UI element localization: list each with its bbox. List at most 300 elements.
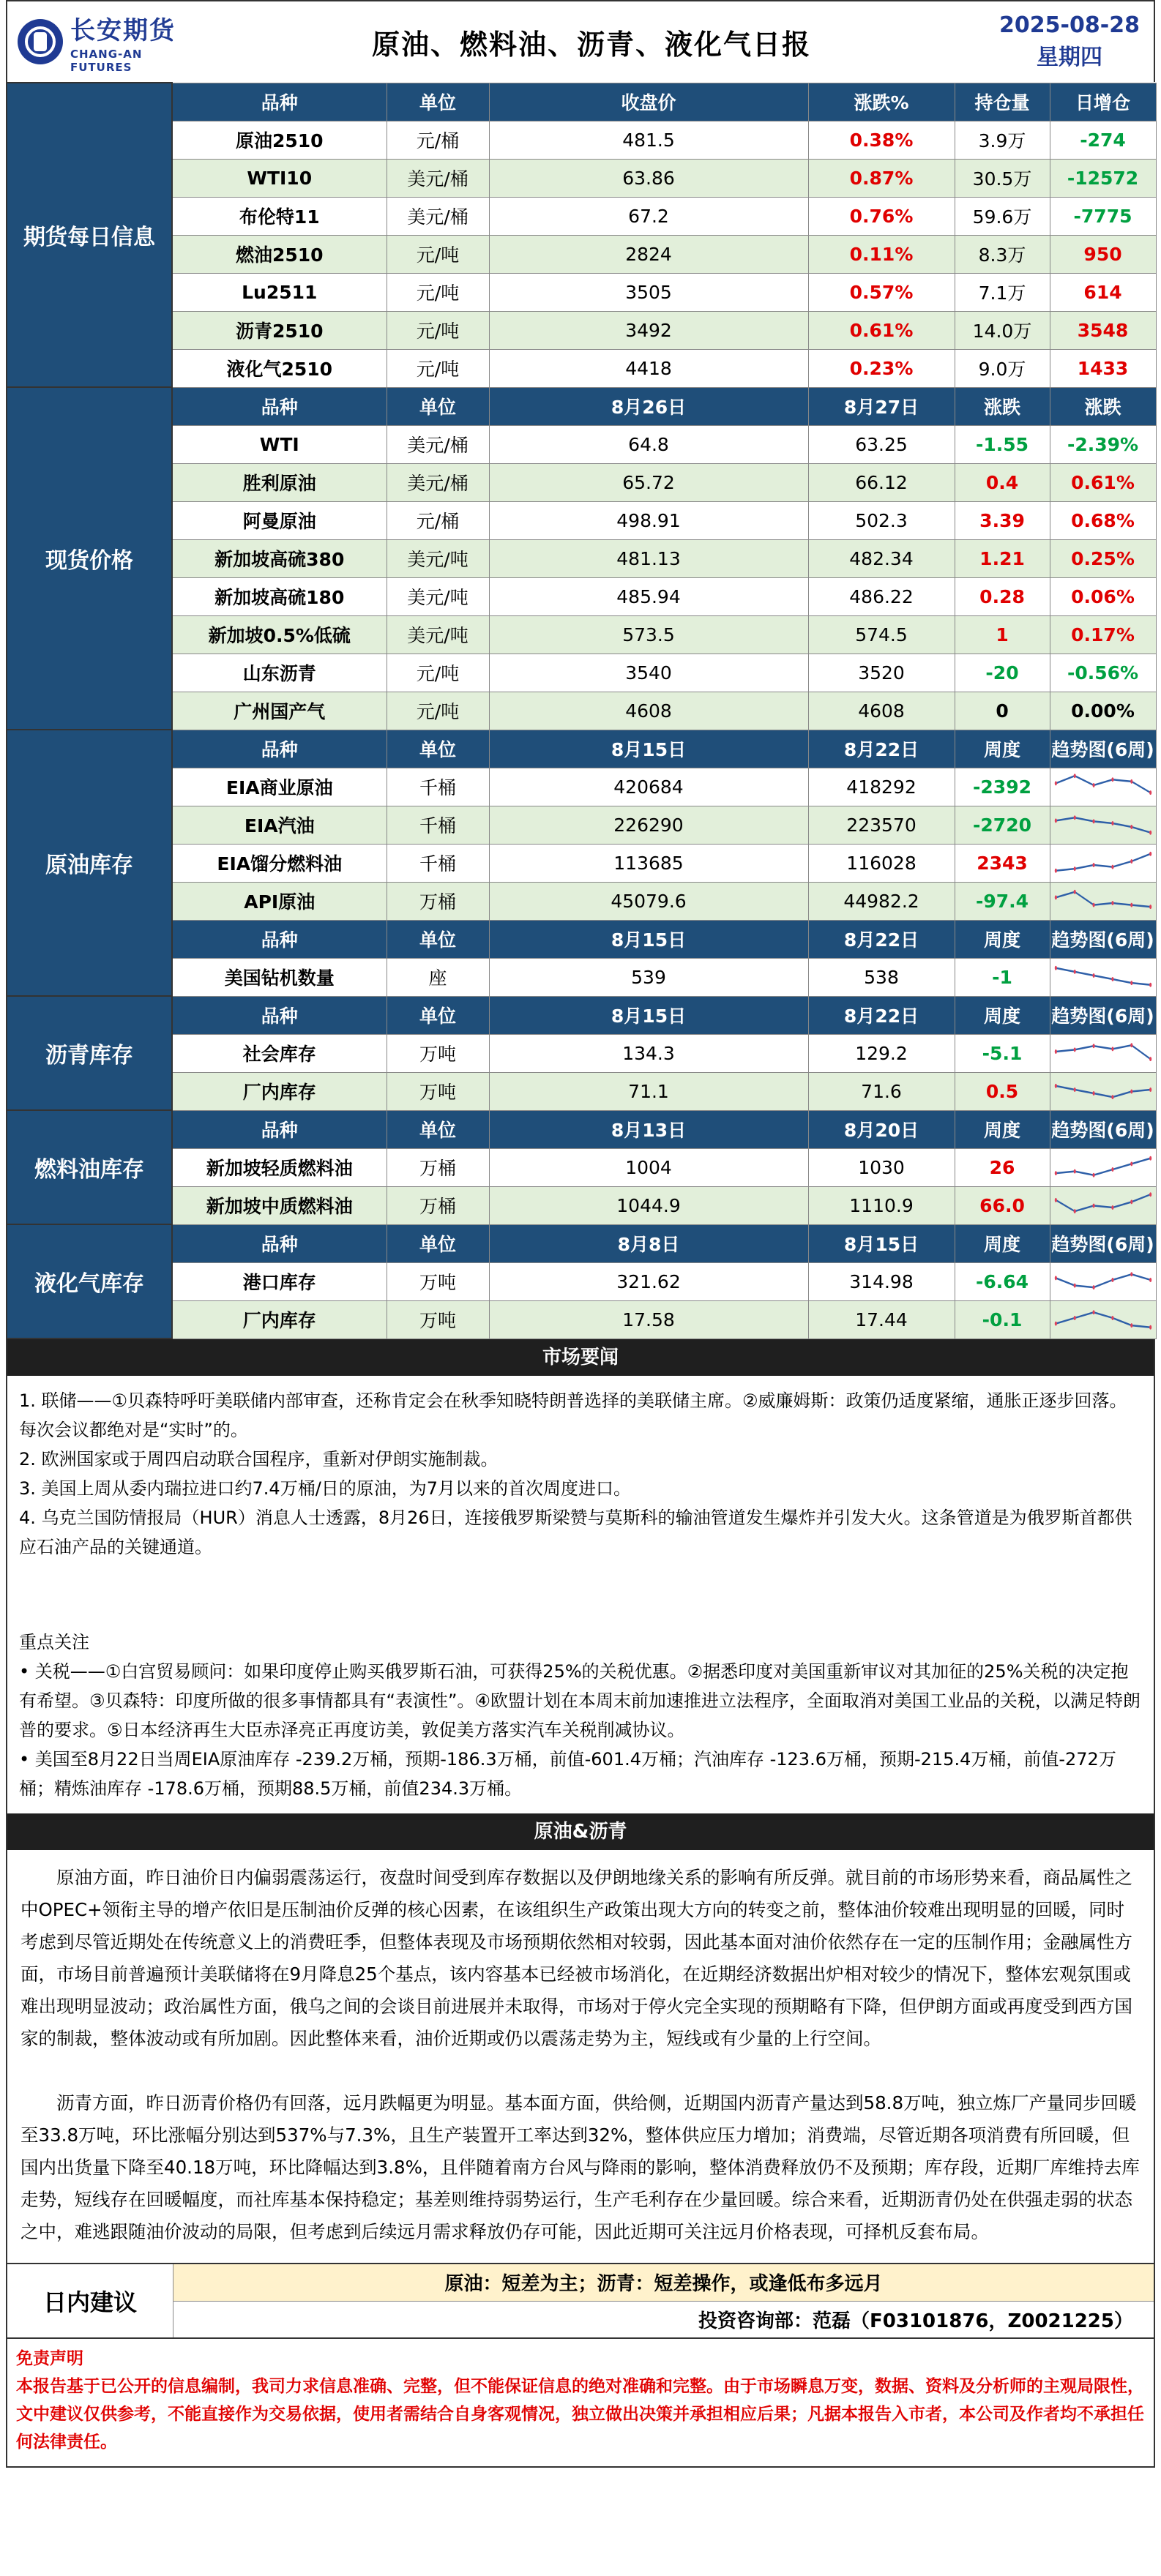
trend-point	[1054, 818, 1056, 823]
instrument-name: 新加坡轻质燃料油	[172, 1148, 387, 1186]
unit: 元/吨	[387, 349, 489, 387]
inventory-prev: 1004	[489, 1148, 808, 1186]
oi-change: 1433	[1050, 349, 1156, 387]
column-header: 涨跌%	[808, 83, 955, 121]
instrument-name: 山东沥青	[172, 654, 387, 692]
unit: 元/吨	[387, 692, 489, 730]
unit: 万吨	[387, 1072, 489, 1110]
column-header: 8月8日	[489, 1224, 808, 1262]
section-label: 期货每日信息	[7, 83, 172, 387]
price-day1: 3540	[489, 654, 808, 692]
column-header: 8月22日	[808, 730, 955, 768]
trend-point	[1073, 1169, 1075, 1173]
change-pct: 0.23%	[808, 349, 955, 387]
price-day1: 573.5	[489, 615, 808, 654]
price-day1: 485.94	[489, 577, 808, 615]
instrument-name: 燃油2510	[172, 235, 387, 273]
trend-point	[1149, 1087, 1151, 1091]
trend-point	[1130, 1089, 1132, 1093]
table-row	[7, 349, 1156, 387]
instrument-name: 沥青2510	[172, 311, 387, 349]
column-header: 8月22日	[808, 996, 955, 1034]
column-header: 单位	[387, 920, 489, 958]
trend-sparkline	[1050, 806, 1156, 844]
unit: 千桶	[387, 768, 489, 806]
table-row	[7, 882, 1156, 920]
inventory-curr: 418292	[808, 768, 955, 806]
change-pct: 0.38%	[808, 121, 955, 159]
report-date: 2025-08-28	[999, 12, 1140, 38]
column-header: 单位	[387, 730, 489, 768]
column-header: 8月20日	[808, 1110, 955, 1148]
table-row	[7, 235, 1156, 273]
instrument-name: WTI	[172, 425, 387, 463]
column-header: 8月15日	[489, 920, 808, 958]
trend-point	[1092, 1044, 1094, 1048]
unit: 美元/桶	[387, 197, 489, 235]
weekly-change: -2720	[955, 806, 1050, 844]
close-price: 481.5	[489, 121, 808, 159]
instrument-name: EIA馏分燃料油	[172, 844, 387, 882]
table-row	[7, 1186, 1156, 1224]
trend-point	[1073, 1087, 1075, 1091]
open-interest: 14.0万	[955, 311, 1050, 349]
unit: 元/桶	[387, 501, 489, 539]
price-day2: 4608	[808, 692, 955, 730]
table-row	[7, 1300, 1156, 1338]
disclaimer-text: 本报告基于已公开的信息编制，我司力求信息准确、完整，但不能保证信息的绝对准确和完整。由于市场瞬息万变，数据、资料及分析师的主观局限性，文中建议仅供参考，不能直接作为交易依据，使用者需结合自身客观情况，独立做出决策并承担相应后果；凡据本报告入市者，本公司及作者均不承担任何法律责任。	[16, 2377, 1144, 2452]
trend-sparkline	[1050, 844, 1156, 882]
analysis-asphalt-paragraph: 沥青方面，昨日沥青价格仍有回落，远月跌幅更为明显。基本面方面，供给侧，近期国内沥青产量达到58.8万吨，独立炼厂产量同步回暖至33.8万吨，环比涨幅分别达到537%与7.3%，且生产装置开工率达到32%，整体供应压力增加；消费端，尽管近期各项消费有所回暖，但国内出货量下降至40.18万吨，环比降幅达到3.8%，且伴随着南方台风与降雨的影响，整体消费释放仍不及预期；库存段，近期厂库维持去库走势，短线存在回暖幅度，而社库基本保持稳定；基差则维持弱势运行，生产毛利存在少量回暖。综合来看，近期沥青仍处在供强走弱的状态之中，难逃跟随油价波动的局限，但考虑到后续远月需求释放仍存可能，因此近期可关注远月价格表现，可择机反套布局。	[20, 2092, 1140, 2242]
trend-point	[1054, 1321, 1056, 1325]
column-header: 单位	[387, 387, 489, 425]
trend-point	[1073, 774, 1075, 778]
weekly-change: -2392	[955, 768, 1050, 806]
column-header: 单位	[387, 1110, 489, 1148]
trend-point	[1092, 1172, 1094, 1177]
trend-point	[1149, 1156, 1151, 1160]
table-row	[7, 539, 1156, 577]
table-row	[7, 844, 1156, 882]
trend-point	[1092, 902, 1094, 907]
open-interest: 9.0万	[955, 349, 1050, 387]
instrument-name: 布伦特11	[172, 197, 387, 235]
instrument-name: 新加坡中质燃料油	[172, 1186, 387, 1224]
inventory-prev: 71.1	[489, 1072, 808, 1110]
news-item: 3. 美国上周从委内瑞拉进口约7.4万桶/日的原油，为7月以来的首次周度进口。	[19, 1478, 632, 1499]
column-header: 8月15日	[489, 730, 808, 768]
column-header: 涨跌	[955, 387, 1050, 425]
oi-change: -274	[1050, 121, 1156, 159]
column-header: 收盘价	[489, 83, 808, 121]
table-header-row	[7, 1110, 1156, 1148]
trend-point	[1073, 1209, 1075, 1213]
news-item: 4. 乌克兰国防情报局（HUR）消息人士透露，8月26日，连接俄罗斯梁赞与莫斯科的输油管道发生爆炸并引发大火。这条管道是为俄罗斯首都供应石油产品的关键通道。	[19, 1508, 1132, 1557]
column-header: 日增仓	[1050, 83, 1156, 121]
trend-point	[1054, 1276, 1056, 1280]
column-header: 8月26日	[489, 387, 808, 425]
unit: 元/吨	[387, 273, 489, 311]
price-day2: 574.5	[808, 615, 955, 654]
trend-point	[1149, 1325, 1151, 1329]
data-tables	[6, 82, 1157, 1339]
column-header: 趋势图(6周)	[1050, 1224, 1156, 1262]
inventory-curr: 1030	[808, 1148, 955, 1186]
unit: 万吨	[387, 1300, 489, 1338]
instrument-name: Lu2511	[172, 273, 387, 311]
logo-name-en: CHANG-AN FUTURES	[70, 47, 143, 74]
report-date-box	[985, 10, 1154, 74]
inventory-curr: 223570	[808, 806, 955, 844]
unit: 千桶	[387, 844, 489, 882]
advice-label: 日内建议	[7, 2264, 173, 2337]
focus-item: • 关税——①白宫贸易顾问：如果印度停止购买俄罗斯石油，可获得25%的关税优惠。②据悉印度对美国重新审议对其加征的25%关税的决定抱有希望。③贝森特：印度所做的很多事情都具有“表演性”。④欧盟计划在本周末前加速推进立法程序，全面取消对美国工业品的关税，以满足特朗普的要求。⑤日本经济再生大臣赤泽亮正再度访美，敦促美方落实汽车关税削减协议。	[19, 1661, 1141, 1740]
trend-point	[1111, 1315, 1113, 1319]
instrument-name: WTI10	[172, 159, 387, 197]
trend-point	[1111, 1205, 1113, 1210]
inventory-prev: 113685	[489, 844, 808, 882]
table-row	[7, 311, 1156, 349]
price-change-pct: -0.56%	[1050, 654, 1156, 692]
trend-line	[1056, 1194, 1150, 1211]
trend-point	[1149, 790, 1151, 795]
column-header: 周度	[955, 730, 1050, 768]
trend-sparkline	[1050, 768, 1156, 806]
oi-change: 950	[1050, 235, 1156, 273]
weekly-change: -97.4	[955, 882, 1050, 920]
unit: 元/吨	[387, 311, 489, 349]
analysis-body	[6, 1850, 1155, 2263]
column-header: 周度	[955, 920, 1050, 958]
price-change: -1.55	[955, 425, 1050, 463]
price-day2: 486.22	[808, 577, 955, 615]
trend-point	[1130, 1323, 1132, 1328]
section-label: 液化气库存	[7, 1224, 172, 1338]
inventory-curr: 116028	[808, 844, 955, 882]
instrument-name: 阿曼原油	[172, 501, 387, 539]
price-day1: 64.8	[489, 425, 808, 463]
weekly-change: -6.64	[955, 1262, 1050, 1300]
close-price: 2824	[489, 235, 808, 273]
column-header: 涨跌	[1050, 387, 1156, 425]
column-header: 品种	[172, 83, 387, 121]
trend-point	[1111, 977, 1113, 981]
section-label: 现货价格	[7, 387, 172, 730]
table-row	[7, 463, 1156, 501]
inventory-prev: 420684	[489, 768, 808, 806]
trend-sparkline	[1050, 958, 1156, 996]
trend-line	[1056, 1045, 1150, 1059]
trend-sparkline	[1050, 1262, 1156, 1300]
trend-sparkline	[1050, 1186, 1156, 1224]
column-header: 品种	[172, 996, 387, 1034]
trend-point	[1054, 965, 1056, 970]
column-header: 单位	[387, 83, 489, 121]
inventory-curr: 1110.9	[808, 1186, 955, 1224]
trend-point	[1073, 866, 1075, 871]
analysis-crude-paragraph: 原油方面，昨日油价日内偏弱震荡运行，夜盘时间受到库存数据以及伊朗地缘关系的影响有所反弹。就目前的市场形势来看，商品属性之中OPEC+领衔主导的增产依旧是压制油价反弹的核心因素，在该组织生产政策出现大方向的转变之前，整体油价较难出现明显的回暖，同时考虑到尽管近期处在传统意义上的消费旺季，但整体表现及市场预期依然相对较弱，因此基本面对油价依然存在一定的压制作用；金融属性方面，市场目前普遍预计美联储将在9月降息25个基点，该内容基本已经被市场消化，在近期经济数据出炉相对较少的情况下，整体宏观氛围或难出现明显波动；政治属性方面，俄乌之间的会谈目前进展并未取得，市场对于停火完全实现的预期略有下降，但伊朗方面或再度受到西方国家的制裁，整体波动或有所加剧。因此整体来看，油价近期或仍以震荡走势为主，短线或有少量的上行空间。	[20, 1867, 1132, 2049]
unit: 座	[387, 958, 489, 996]
column-header: 8月15日	[489, 996, 808, 1034]
price-change: 1	[955, 615, 1050, 654]
trend-point	[1054, 781, 1056, 785]
trend-point	[1054, 1083, 1056, 1087]
instrument-name: 厂内库存	[172, 1072, 387, 1110]
trend-point	[1073, 815, 1075, 820]
instrument-name: 胜利原油	[172, 463, 387, 501]
trend-sparkline	[1050, 1300, 1156, 1338]
inventory-prev: 539	[489, 958, 808, 996]
unit: 万桶	[387, 1148, 489, 1186]
price-day2: 3520	[808, 654, 955, 692]
section-label: 燃料油库存	[7, 1110, 172, 1224]
instrument-name: 原油2510	[172, 121, 387, 159]
close-price: 63.86	[489, 159, 808, 197]
weekly-change: 2343	[955, 844, 1050, 882]
price-change-pct: 0.00%	[1050, 692, 1156, 730]
column-header: 品种	[172, 1110, 387, 1148]
trend-point	[1130, 1161, 1132, 1166]
column-header: 周度	[955, 996, 1050, 1034]
table-row	[7, 577, 1156, 615]
close-price: 3492	[489, 311, 808, 349]
logo-name-cn: 长安期货	[70, 15, 176, 45]
trend-sparkline	[1050, 1072, 1156, 1110]
price-change: 1.21	[955, 539, 1050, 577]
trend-point	[1092, 782, 1094, 787]
inventory-curr: 44982.2	[808, 882, 955, 920]
trend-point	[1054, 1171, 1056, 1175]
inventory-curr: 17.44	[808, 1300, 955, 1338]
trend-point	[1054, 1049, 1056, 1053]
weekly-change: -1	[955, 958, 1050, 996]
column-header: 单位	[387, 1224, 489, 1262]
trend-point	[1130, 858, 1132, 863]
trend-point	[1073, 1283, 1075, 1287]
column-header: 品种	[172, 730, 387, 768]
table-header-row	[7, 83, 1156, 121]
table-row	[7, 615, 1156, 654]
column-header: 8月22日	[808, 920, 955, 958]
table-row	[7, 197, 1156, 235]
trend-point	[1092, 973, 1094, 977]
price-change-pct: 0.61%	[1050, 463, 1156, 501]
column-header: 8月27日	[808, 387, 955, 425]
table-header-row	[7, 387, 1156, 425]
table-row	[7, 958, 1156, 996]
price-day2: 502.3	[808, 501, 955, 539]
instrument-name: API原油	[172, 882, 387, 920]
trend-point	[1111, 777, 1113, 782]
price-change-pct: 0.06%	[1050, 577, 1156, 615]
price-change-pct: 0.25%	[1050, 539, 1156, 577]
price-change-pct: -2.39%	[1050, 425, 1156, 463]
advice-text: 原油：短差为主；沥青：短差操作，或逢低布多远月	[173, 2264, 1154, 2302]
weekly-change: -5.1	[955, 1034, 1050, 1072]
analysis-title: 原油&沥青	[6, 1813, 1155, 1850]
table-header-row	[7, 920, 1156, 958]
instrument-name: 港口库存	[172, 1262, 387, 1300]
trend-point	[1130, 1043, 1132, 1047]
trend-point	[1092, 819, 1094, 823]
trend-point	[1092, 1203, 1094, 1208]
table-row	[7, 159, 1156, 197]
instrument-name: 广州国产气	[172, 692, 387, 730]
trend-point	[1092, 1285, 1094, 1289]
trend-point	[1054, 868, 1056, 872]
instrument-name: 液化气2510	[172, 349, 387, 387]
section-label: 原油库存	[7, 730, 172, 996]
disclaimer	[6, 2339, 1155, 2468]
trend-sparkline	[1050, 1148, 1156, 1186]
news-item: 2. 欧洲国家或于周四启动联合国程序，重新对伊朗实施制裁。	[19, 1449, 499, 1469]
market-news-body	[6, 1376, 1155, 1813]
unit: 美元/吨	[387, 577, 489, 615]
unit: 美元/桶	[387, 159, 489, 197]
column-header: 周度	[955, 1224, 1050, 1262]
table-row	[7, 1072, 1156, 1110]
column-header: 单位	[387, 996, 489, 1034]
unit: 美元/桶	[387, 463, 489, 501]
table-row	[7, 806, 1156, 844]
logo-emblem-icon	[18, 19, 63, 64]
column-header: 趋势图(6周)	[1050, 920, 1156, 958]
trend-line	[1056, 967, 1150, 984]
section-label: 沥青库存	[7, 996, 172, 1110]
trend-point	[1149, 1192, 1151, 1197]
inventory-curr: 71.6	[808, 1072, 955, 1110]
inventory-curr: 129.2	[808, 1034, 955, 1072]
trend-point	[1130, 1272, 1132, 1276]
trend-point	[1111, 901, 1113, 905]
trend-point	[1149, 982, 1151, 986]
instrument-name: 新加坡高硫180	[172, 577, 387, 615]
unit: 美元/桶	[387, 425, 489, 463]
price-change: 0.4	[955, 463, 1050, 501]
unit: 千桶	[387, 806, 489, 844]
trend-sparkline	[1050, 1034, 1156, 1072]
trend-point	[1073, 1047, 1075, 1052]
open-interest: 8.3万	[955, 235, 1050, 273]
trend-point	[1149, 1277, 1151, 1281]
inventory-prev: 134.3	[489, 1034, 808, 1072]
instrument-name: EIA汽油	[172, 806, 387, 844]
table-row	[7, 1262, 1156, 1300]
inventory-prev: 17.58	[489, 1300, 808, 1338]
column-header: 周度	[955, 1110, 1050, 1148]
trend-line	[1056, 776, 1150, 793]
table-header-row	[7, 730, 1156, 768]
report-header	[6, 0, 1155, 82]
oi-change: -7775	[1050, 197, 1156, 235]
trend-point	[1130, 1199, 1132, 1204]
open-interest: 30.5万	[955, 159, 1050, 197]
trend-line	[1056, 891, 1150, 906]
unit: 美元/吨	[387, 539, 489, 577]
inventory-curr: 538	[808, 958, 955, 996]
trend-point	[1111, 1277, 1113, 1281]
trend-point	[1092, 1091, 1094, 1096]
inventory-prev: 45079.6	[489, 882, 808, 920]
disclaimer-title: 免责声明	[16, 2349, 83, 2368]
price-change: -20	[955, 654, 1050, 692]
table-row	[7, 1148, 1156, 1186]
inventory-prev: 1044.9	[489, 1186, 808, 1224]
company-logo	[7, 1, 198, 82]
open-interest: 7.1万	[955, 273, 1050, 311]
price-day2: 66.12	[808, 463, 955, 501]
price-change: 0.28	[955, 577, 1050, 615]
trend-line	[1056, 1312, 1150, 1327]
price-change: 0	[955, 692, 1050, 730]
instrument-name: 社会库存	[172, 1034, 387, 1072]
trend-point	[1092, 863, 1094, 867]
unit: 元/吨	[387, 235, 489, 273]
table-row	[7, 425, 1156, 463]
trend-line	[1056, 1274, 1150, 1287]
column-header: 趋势图(6周)	[1050, 730, 1156, 768]
column-header: 品种	[172, 920, 387, 958]
inventory-prev: 321.62	[489, 1262, 808, 1300]
price-change: 3.39	[955, 501, 1050, 539]
intraday-advice	[6, 2263, 1155, 2339]
unit: 美元/吨	[387, 615, 489, 654]
price-day1: 498.91	[489, 501, 808, 539]
unit: 万吨	[387, 1262, 489, 1300]
column-header: 持仓量	[955, 83, 1050, 121]
unit: 万桶	[387, 882, 489, 920]
column-header: 品种	[172, 387, 387, 425]
table-row	[7, 273, 1156, 311]
trend-point	[1111, 820, 1113, 825]
trend-sparkline	[1050, 882, 1156, 920]
price-day2: 482.34	[808, 539, 955, 577]
price-day1: 65.72	[489, 463, 808, 501]
trend-line	[1056, 1158, 1150, 1175]
trend-point	[1130, 825, 1132, 829]
close-price: 4418	[489, 349, 808, 387]
trend-line	[1056, 1085, 1150, 1096]
change-pct: 0.76%	[808, 197, 955, 235]
open-interest: 59.6万	[955, 197, 1050, 235]
price-change-pct: 0.68%	[1050, 501, 1156, 539]
price-day2: 63.25	[808, 425, 955, 463]
price-day1: 481.13	[489, 539, 808, 577]
table-row	[7, 692, 1156, 730]
report-title: 原油、燃料油、沥青、液化气日报	[371, 28, 811, 61]
unit: 万桶	[387, 1186, 489, 1224]
trend-line	[1056, 817, 1150, 832]
table-row	[7, 768, 1156, 806]
market-news-title: 市场要闻	[6, 1339, 1155, 1376]
unit: 元/吨	[387, 654, 489, 692]
trend-point	[1130, 981, 1132, 985]
close-price: 3505	[489, 273, 808, 311]
trend-point	[1054, 1197, 1056, 1202]
table-header-row	[7, 996, 1156, 1034]
trend-point	[1054, 895, 1056, 899]
focus-item: • 美国至8月22日当周EIA原油库存 -239.2万桶，预期-186.3万桶，前值-601.4万桶；汽油库存 -123.6万桶，预期-215.4万桶，前值-272万桶；精炼油库存 -178.6万桶，预期88.5万桶，前值234.3万桶。	[19, 1749, 1116, 1799]
column-header: 8月13日	[489, 1110, 808, 1148]
inventory-prev: 226290	[489, 806, 808, 844]
table-row	[7, 1034, 1156, 1072]
weekly-change: 26	[955, 1148, 1050, 1186]
change-pct: 0.61%	[808, 311, 955, 349]
trend-point	[1073, 889, 1075, 894]
change-pct: 0.11%	[808, 235, 955, 273]
instrument-name: 厂内库存	[172, 1300, 387, 1338]
table-header-row	[7, 1224, 1156, 1262]
